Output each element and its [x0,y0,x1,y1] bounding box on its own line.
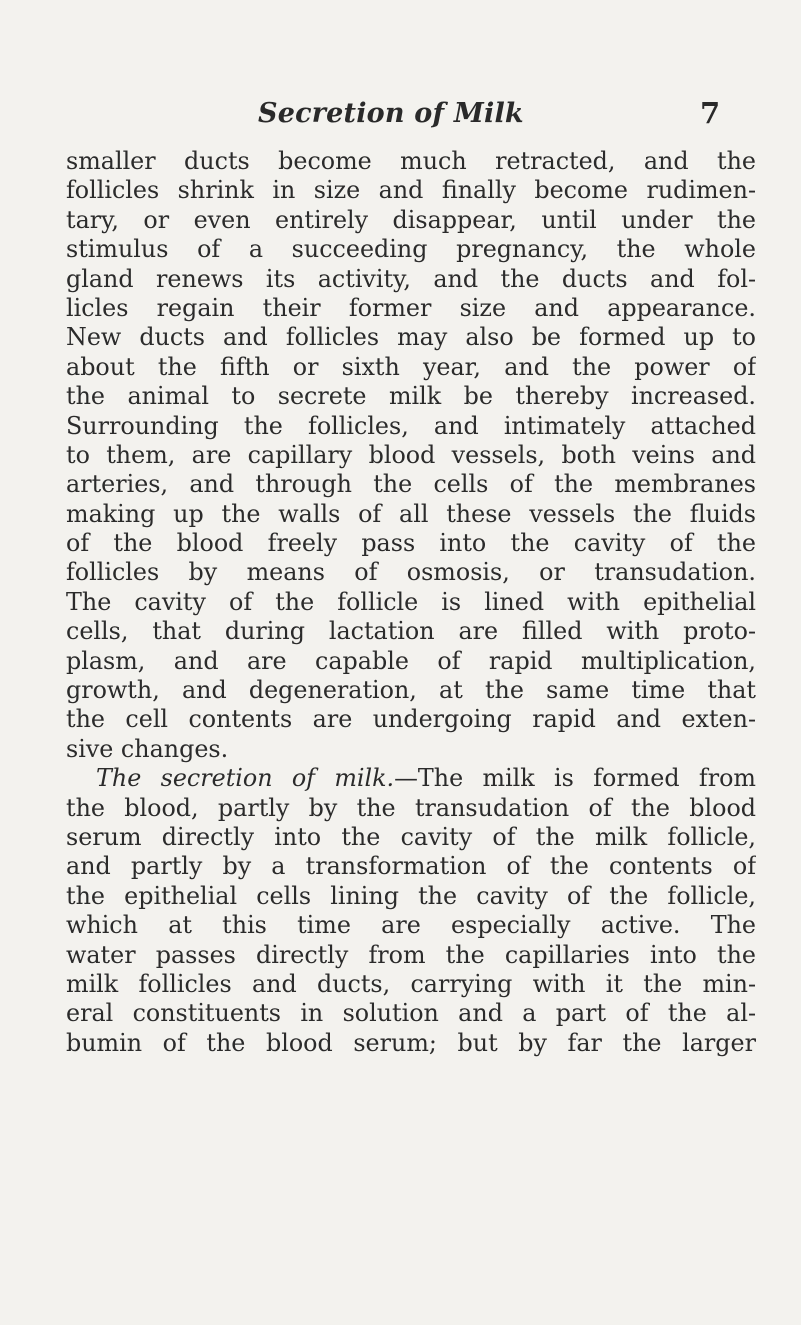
text-line: gland renews its activity, and the ducts and fol- [66,264,756,293]
text-line: arteries, and through the cells of the membranes [66,470,756,499]
text-line: about the fifth or sixth year, and the power of [66,352,756,381]
text-line: and partly by a transformation of the contents of [66,852,756,881]
body-text [66,147,756,1058]
text-line: follicles shrink in size and finally become rudimen- [66,176,756,205]
text-line: smaller ducts become much retracted, and the [66,147,756,175]
running-head: Secretion of Milk [258,98,524,129]
page-header [0,88,801,132]
text-line: milk follicles and ducts, carrying with it the min- [66,969,756,998]
text-line: the cell contents are undergoing rapid and exten- [66,705,756,734]
text-line: cells, that during lactation are filled with proto- [66,617,756,646]
text-fragment: —The milk is formed from [394,764,756,793]
text-line: licles regain their former size and appearance. [66,293,756,322]
page-number: 7 [700,96,721,130]
text-line: sive changes. [66,734,229,763]
text-line: making up the walls of all these vessels the fluids [66,499,756,528]
text-line: follicles by means of osmosis, or transudation. [66,558,756,587]
section-heading: The secretion of milk. [96,764,395,793]
text-line: tary, or even entirely disappear, until under the [66,205,756,234]
paragraph [66,764,756,1058]
text-line: growth, and degeneration, at the same time that [66,676,756,705]
text-line: to them, are capillary blood vessels, both veins and [66,440,756,469]
text-line: stimulus of a succeeding pregnancy, the whole [66,235,756,264]
text-line: the blood, partly by the transudation of the blood [66,793,756,822]
text-line: water passes directly from the capillaries into the [66,940,756,969]
text-line: of the blood freely pass into the cavity of the [66,529,756,558]
text-line: the animal to secrete milk be thereby increased. [66,382,756,411]
text-line: The cavity of the follicle is lined with epithelial [66,587,756,616]
text-line: the epithelial cells lining the cavity of the follicle, [66,881,756,910]
paragraph [66,147,756,764]
text-line: Surrounding the follicles, and intimately attached [66,411,756,440]
text-line [66,764,756,793]
text-line: which at this time are especially active. The [66,911,756,940]
text-line: plasm, and are capable of rapid multiplication, [66,646,756,675]
text-line: eral constituents in solution and a part of the al- [66,999,756,1028]
text-line: New ducts and follicles may also be formed up to [66,323,756,352]
text-line: bumin of the blood serum; but by far the larger [66,1028,756,1057]
text-line: serum directly into the cavity of the milk follicle, [66,822,756,851]
